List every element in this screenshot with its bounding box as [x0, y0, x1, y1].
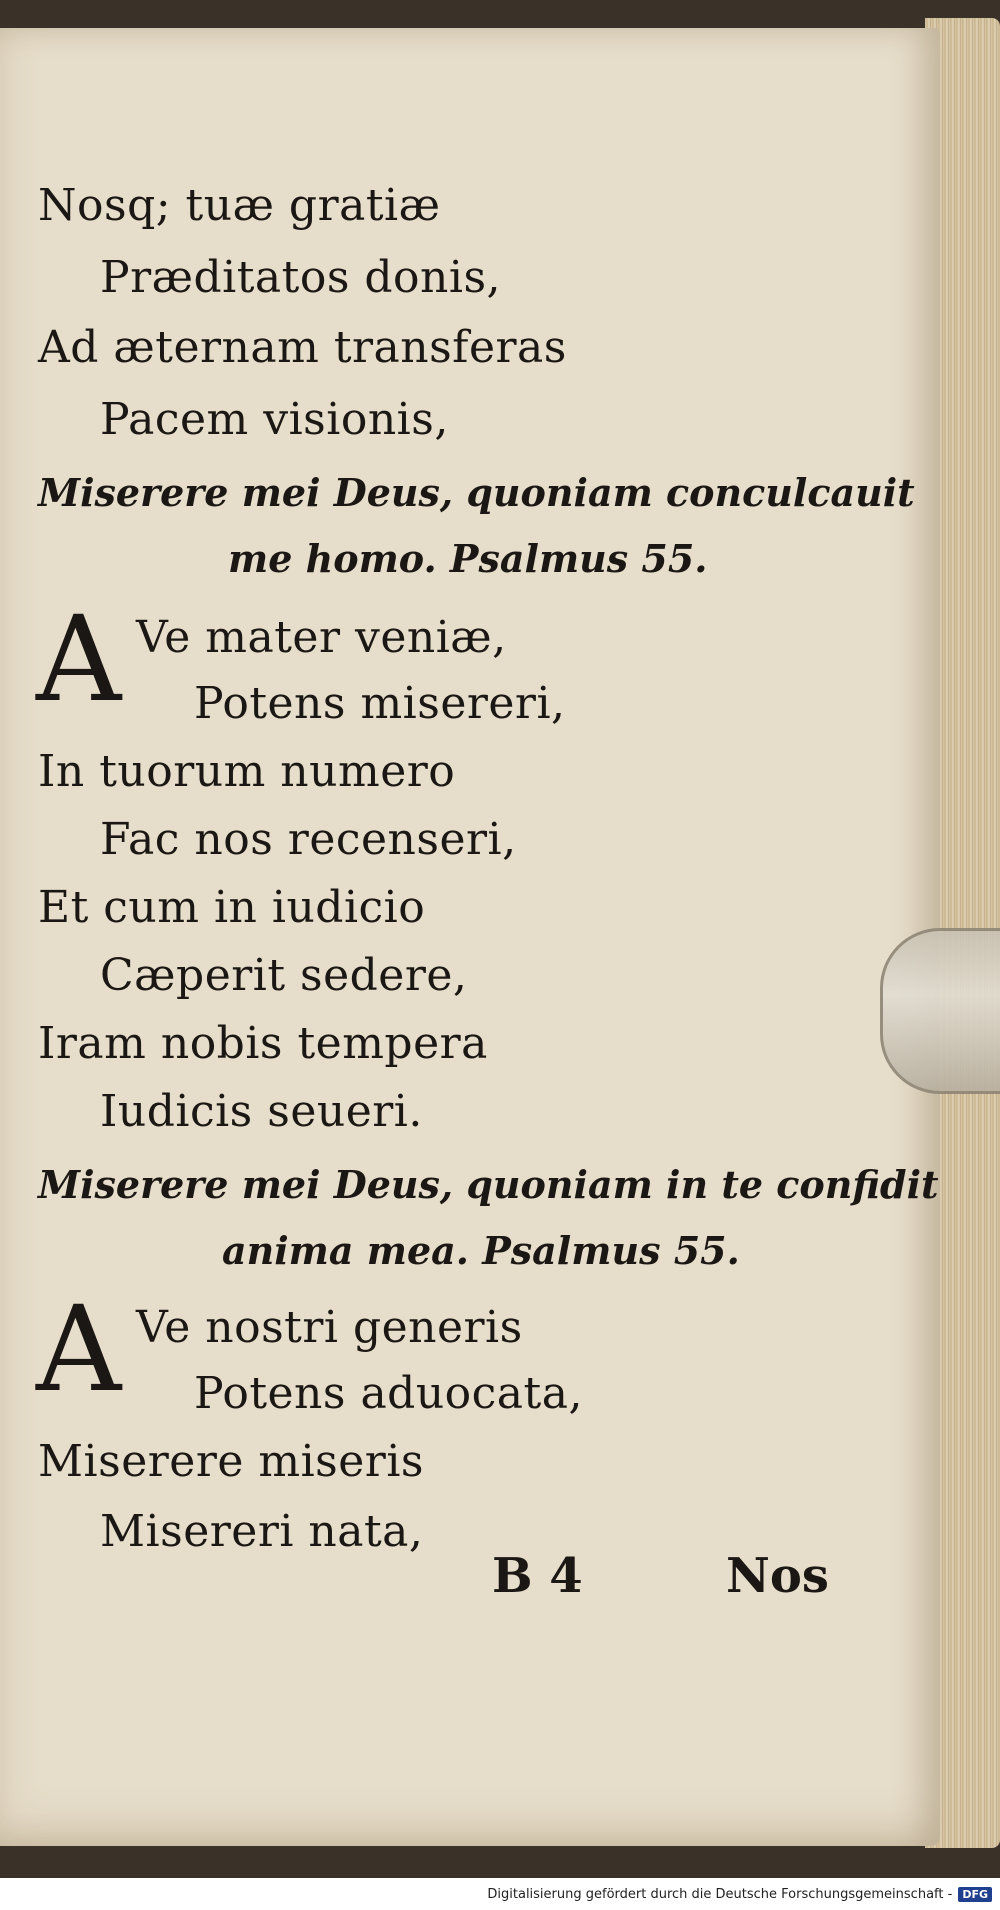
digitization-credit: [0, 1878, 1000, 1910]
verse-line: Iram nobis tempera: [38, 1018, 488, 1069]
verse-line: Cæperit sedere,: [100, 950, 468, 1001]
verse-line: Miserere miseris: [38, 1436, 424, 1487]
verse-line: Præditatos donis,: [100, 252, 502, 303]
verse-line: Pacem visionis,: [100, 394, 449, 445]
verse-line: Misereri nata,: [100, 1506, 424, 1557]
verse-line: Potens misereri,: [194, 678, 566, 729]
verse-line: In tuorum numero: [38, 746, 456, 797]
verse-line: Ad æternam transferas: [38, 322, 567, 373]
drop-cap: A: [36, 1280, 122, 1418]
dfg-logo-icon: DFG: [958, 1887, 992, 1902]
verse-line: Potens aduocata,: [194, 1368, 583, 1419]
credit-text: Digitalisierung gefördert durch die Deutsche Forschungsgemeinschaft -: [487, 1886, 953, 1902]
psalm-heading-line: anima mea. Psalmus 55.: [222, 1228, 740, 1273]
verse-line: Ve mater veniæ,: [136, 612, 507, 663]
drop-cap: A: [36, 590, 122, 728]
psalm-heading-line: Miserere mei Deus, quoniam in te confidit: [38, 1162, 939, 1207]
psalm-heading-line: me homo. Psalmus 55.: [228, 536, 708, 581]
verse-line: Fac nos recenseri,: [100, 814, 517, 865]
verse-line: Et cum in iudicio: [38, 882, 426, 933]
signature-mark: B 4: [492, 1548, 583, 1604]
catchword: Nos: [726, 1548, 829, 1604]
verse-line: Iudicis seueri.: [100, 1086, 423, 1137]
verse-line: Ve nostri generis: [136, 1302, 523, 1353]
verse-line: Nosq; tuæ gratiæ: [38, 180, 441, 231]
psalm-heading-line: Miserere mei Deus, quoniam conculcauit: [38, 470, 915, 515]
